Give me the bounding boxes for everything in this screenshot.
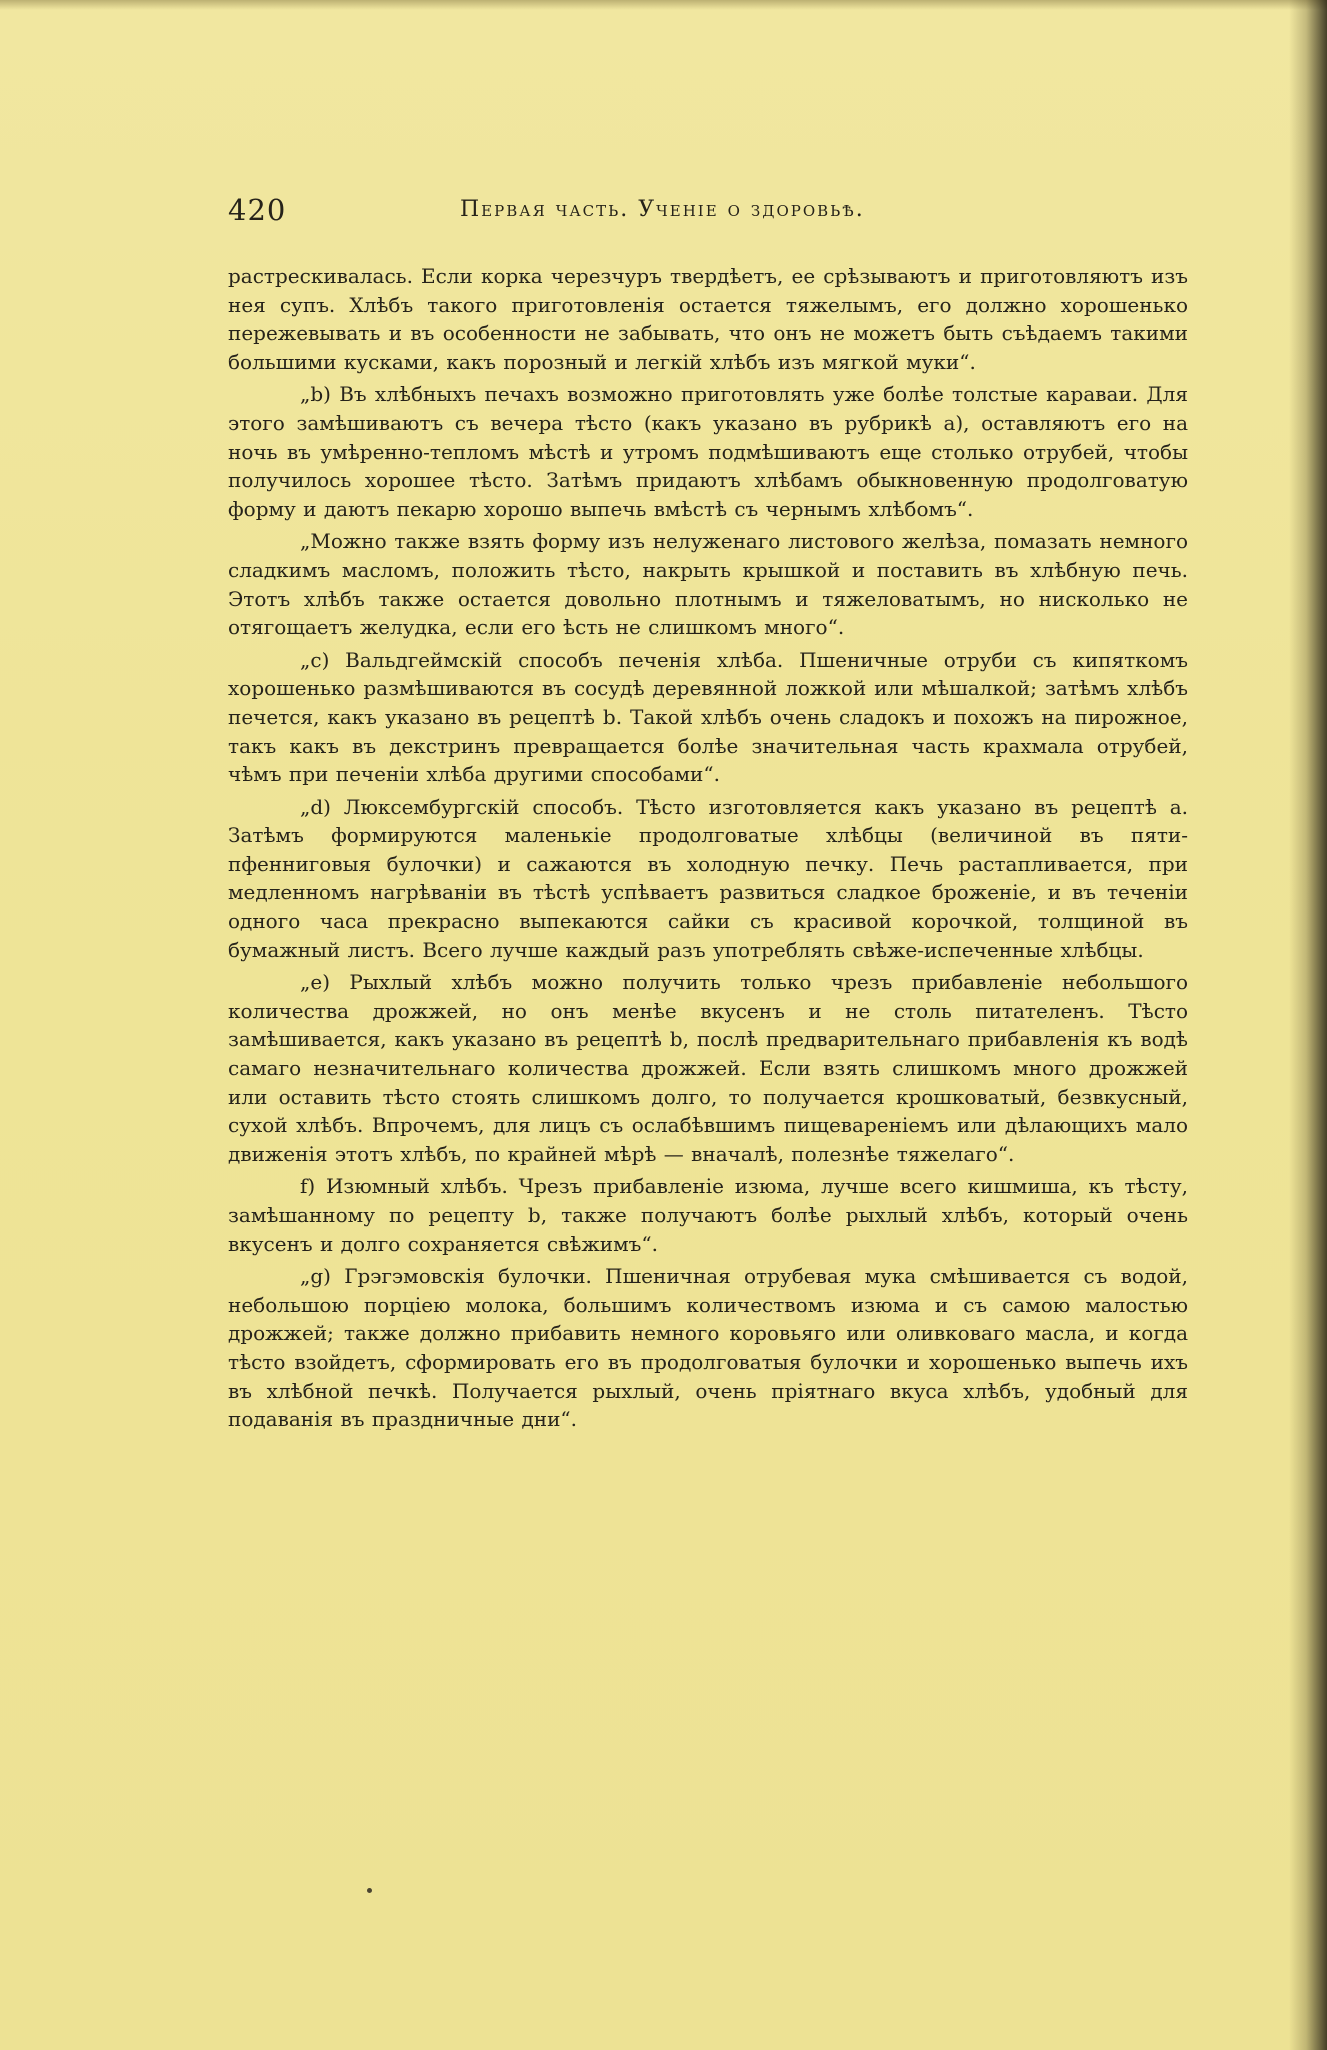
running-head: Первая часть. Ученіе о здоровьѣ. [460, 197, 865, 222]
ink-speck [367, 1888, 372, 1893]
page-header [228, 193, 1210, 233]
paragraph-recipe-b: „b) Въ хлѣбныхъ печахъ возможно приготовлять уже болѣе толстые караваи. Для этого замѣшиваютъ съ вечера тѣсто (какъ указано въ рубрикѣ a), оставляютъ его на ночь въ умѣренно-тепломъ мѣстѣ и утромъ подмѣшиваютъ еще столько отрубей, чтобы получилось хорошее тѣсто. Затѣмъ придаютъ хлѣбамъ обыкновенную продолговатую форму и даютъ пекарю хорошо выпечь вмѣстѣ съ чернымъ хлѣбомъ“. [228, 382, 1188, 521]
paragraph-recipe-c: „c) Вальдгеймскій способъ печенія хлѣба. Пшеничные отруби съ кипяткомъ хорошенько размѣшиваются въ сосудѣ деревянной ложкой или мѣшалкой; затѣмъ хлѣбъ печется, какъ указано въ рецептѣ b. Такой хлѣбъ очень сладокъ и похожъ на пирожное, такъ какъ въ декстринъ превращается болѣе значительная часть крахмала отрубей, чѣмъ при печеніи хлѣба другими способами“. [228, 647, 1188, 787]
binding-shadow [1289, 0, 1327, 2050]
paragraph-recipe-d: „d) Люксембургскій способъ. Тѣсто изготовляется какъ указано въ рецептѣ a. Затѣмъ формируются маленькіе продолговатые хлѣбцы (величиной въ пяти-пфенниговыя булочки) и сажаются въ холодную печку. Печь растапливается, при медленномъ нагрѣваніи въ тѣстѣ успѣваетъ развиться сладкое броженіе, и въ теченіи одного часа прекрасно выпекаются сайки съ красивой корочкой, толщиной въ бумажный листъ. Всего лучше каждый разъ употреблять свѣже-испеченные хлѣбцы. [228, 794, 1188, 962]
page-number: 420 [228, 193, 287, 227]
paragraph-continuation: растрескивалась. Если корка черезчуръ твердѣетъ, ее срѣзываютъ и приготовляютъ изъ нея супъ. Хлѣбъ такого приготовленія остается тяжелымъ, его должно хорошенько пережевывать и въ особенности не забывать, что онъ не можетъ быть съѣдаемъ такими большими кусками, какъ порозный и легкій хлѣбъ изъ мягкой муки“. [228, 264, 1188, 374]
page-top-edge [0, 0, 1327, 10]
body-text [228, 262, 1188, 1438]
paragraph-recipe-f: f) Изюмный хлѣбъ. Чрезъ прибавленіе изюма, лучше всего кишмиша, къ тѣсту, замѣшанному по рецепту b, также получаютъ болѣе рыхлый хлѣбъ, который очень вкусенъ и долго сохраняется свѣжимъ“. [228, 1174, 1188, 1256]
paragraph-recipe-e: „e) Рыхлый хлѣбъ можно получить только чрезъ прибавленіе небольшого количества дрожжей, но онъ менѣе вкусенъ и не столь питателенъ. Тѣсто замѣшивается, какъ указано въ рецептѣ b, послѣ предварительнаго прибавленія къ водѣ самаго незначительнаго количества дрожжей. Если взять слишкомъ много дрожжей или оставить тѣсто стоять слишкомъ долго, то получается крошковатый, безвкусный, сухой хлѣбъ. Впрочемъ, для лицъ съ ослабѣвшимъ пищевареніемъ или дѣлающихъ мало движенія этотъ хлѣбъ, по крайней мѣрѣ — вначалѣ, полезнѣе тяжелаго“. [228, 970, 1188, 1166]
paragraph-tin-form: „Можно также взять форму изъ нелуженаго листового желѣза, помазать немного сладкимъ масломъ, положить тѣсто, накрыть крышкой и поставить въ хлѣбную печь. Этотъ хлѣбъ также остается довольно плотнымъ и тяжеловатымъ, но нисколько не отягощаетъ желудка, если его ѣсть не слишкомъ много“. [228, 529, 1188, 640]
paragraph-recipe-g: „g) Грэгэмовскія булочки. Пшеничная отрубевая мука смѣшивается съ водой, небольшою порціею молока, большимъ количествомъ изюма и съ самою малостью дрожжей; также должно прибавить немного коровьяго или оливковаго масла, и когда тѣсто взойдетъ, сформировать его въ продолговатыя булочки и хорошенько выпечь ихъ въ хлѣбной печкѣ. Получается рыхлый, очень пріятнаго вкуса хлѣбъ, удобный для подаванія въ праздничные дни“. [228, 1264, 1188, 1432]
